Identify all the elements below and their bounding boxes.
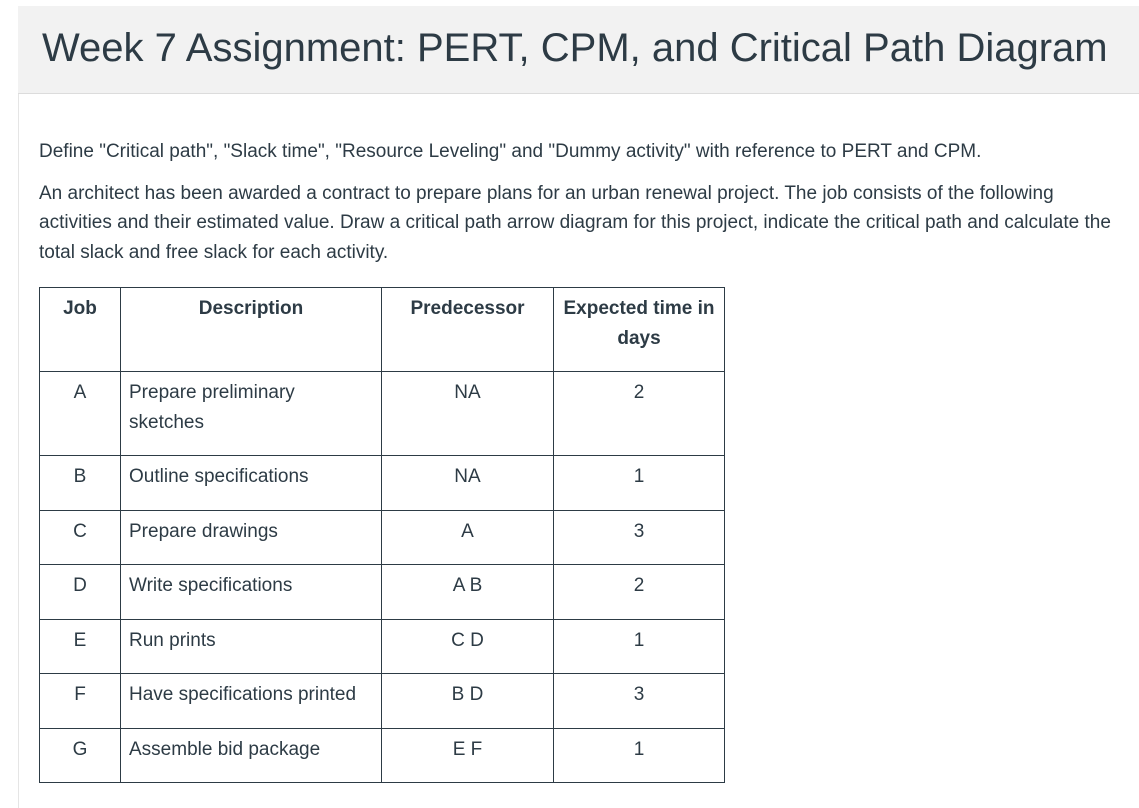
cell-description: Outline specifications (121, 456, 382, 511)
cell-description: Have specifications printed (121, 674, 382, 729)
cell-description: Run prints (121, 619, 382, 674)
content-divider (18, 94, 19, 808)
cell-predecessor: C D (382, 619, 554, 674)
cell-time: 1 (554, 456, 725, 511)
table-row (40, 372, 725, 456)
cell-time: 2 (554, 565, 725, 620)
header-expected-time: Expected time in days (554, 288, 725, 372)
page-title: Week 7 Assignment: PERT, CPM, and Critical Path Diagram (42, 26, 1108, 70)
cell-description: Write specifications (121, 565, 382, 620)
cell-time: 3 (554, 674, 725, 729)
cell-description: Prepare preliminary sketches (121, 372, 382, 456)
cell-job: F (40, 674, 121, 729)
assignment-body (39, 137, 1129, 279)
page-header (18, 6, 1139, 94)
table-row (40, 510, 725, 565)
cell-job: E (40, 619, 121, 674)
table-header-row (40, 288, 725, 372)
cell-predecessor: A B (382, 565, 554, 620)
cell-time: 1 (554, 619, 725, 674)
header-predecessor: Predecessor (382, 288, 554, 372)
table-row (40, 456, 725, 511)
cell-time: 1 (554, 728, 725, 783)
problem-statement: An architect has been awarded a contract to prepare plans for an urban renewal project. The job consists of the following activities and their estimated value. Draw a critical path arrow diagram for this project, indicate the critical path and calculate the total slack and free slack for each activity. (39, 182, 1111, 263)
cell-description: Assemble bid package (121, 728, 382, 783)
cell-time: 3 (554, 510, 725, 565)
header-job: Job (40, 288, 121, 372)
table-row (40, 728, 725, 783)
cell-job: A (40, 372, 121, 456)
cell-predecessor: NA (382, 372, 554, 456)
cell-description: Prepare drawings (121, 510, 382, 565)
table-row (40, 619, 725, 674)
header-description: Description (121, 288, 382, 372)
activities-table (39, 287, 725, 783)
cell-predecessor: E F (382, 728, 554, 783)
cell-job: D (40, 565, 121, 620)
table-row (40, 565, 725, 620)
cell-predecessor: B D (382, 674, 554, 729)
cell-time: 2 (554, 372, 725, 456)
definition-prompt: Define "Critical path", "Slack time", "Resource Leveling" and "Dummy activity" with reference to PERT and CPM. (39, 141, 982, 162)
cell-job: G (40, 728, 121, 783)
cell-predecessor: A (382, 510, 554, 565)
table-row (40, 674, 725, 729)
cell-job: C (40, 510, 121, 565)
cell-predecessor: NA (382, 456, 554, 511)
cell-job: B (40, 456, 121, 511)
